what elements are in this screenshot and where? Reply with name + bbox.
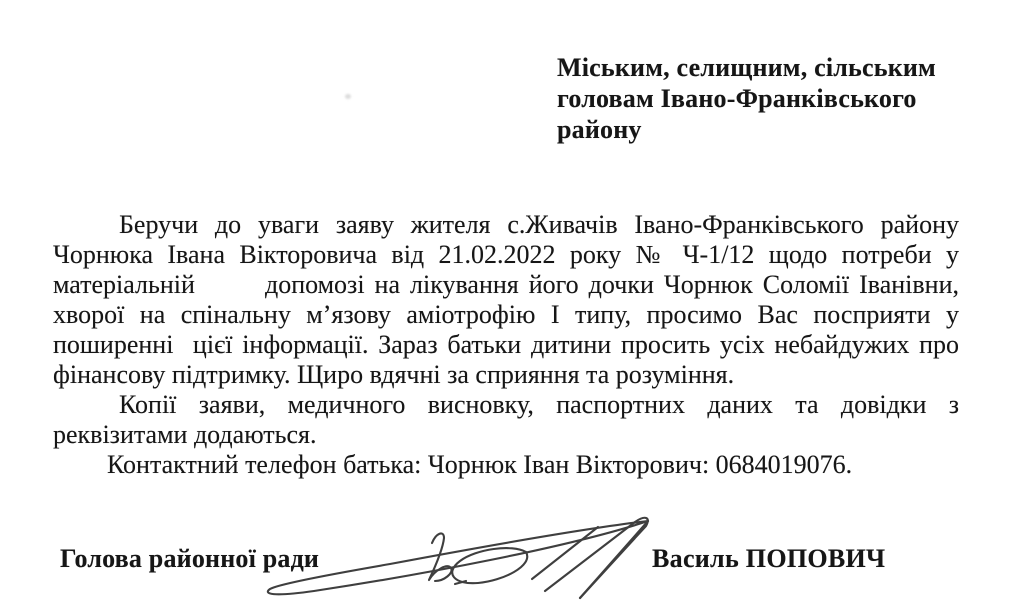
body-line: Копії заяви, медичного висновку, паспортних даних та довідки з: [119, 390, 959, 419]
body-line: хворої на спінальну м’язову аміотрофію І типу, просимо Вас посприяти у: [53, 300, 959, 329]
letter-body: [53, 210, 959, 480]
body-line: поширенні цієї інформації. Зараз батьки дитини просить усіх небайдужих про: [53, 330, 959, 359]
body-line: Беручи до уваги заяву жителя с.Живачів Івано-Франківського району: [119, 210, 959, 239]
body-line: Чорнюка Івана Вікторовича від 21.02.2022 року № Ч-1/12 щодо потреби у: [53, 240, 959, 269]
body-line: матеріальній допомозі на лікування його дочки Чорнюк Соломії Іванівни,: [53, 270, 959, 299]
scan-artifact-speck: [345, 94, 351, 99]
signer-name: Василь ПОПОВИЧ: [652, 544, 886, 573]
recipient-line: Міським, селищним, сільським: [557, 53, 936, 82]
recipient-block: [557, 52, 977, 145]
recipient-line: головам Івано-Франківського: [557, 84, 917, 113]
body-line: реквізитами додаються.: [53, 420, 317, 449]
body-line: фінансову підтримку. Щиро вдячні за сприяння та розуміння.: [53, 360, 735, 389]
signer-title: Голова районної ради: [60, 544, 320, 573]
body-line: Контактний телефон батька: Чорнюк Іван Вікторович: 0684019076.: [107, 450, 853, 479]
recipient-line: району: [557, 115, 642, 144]
